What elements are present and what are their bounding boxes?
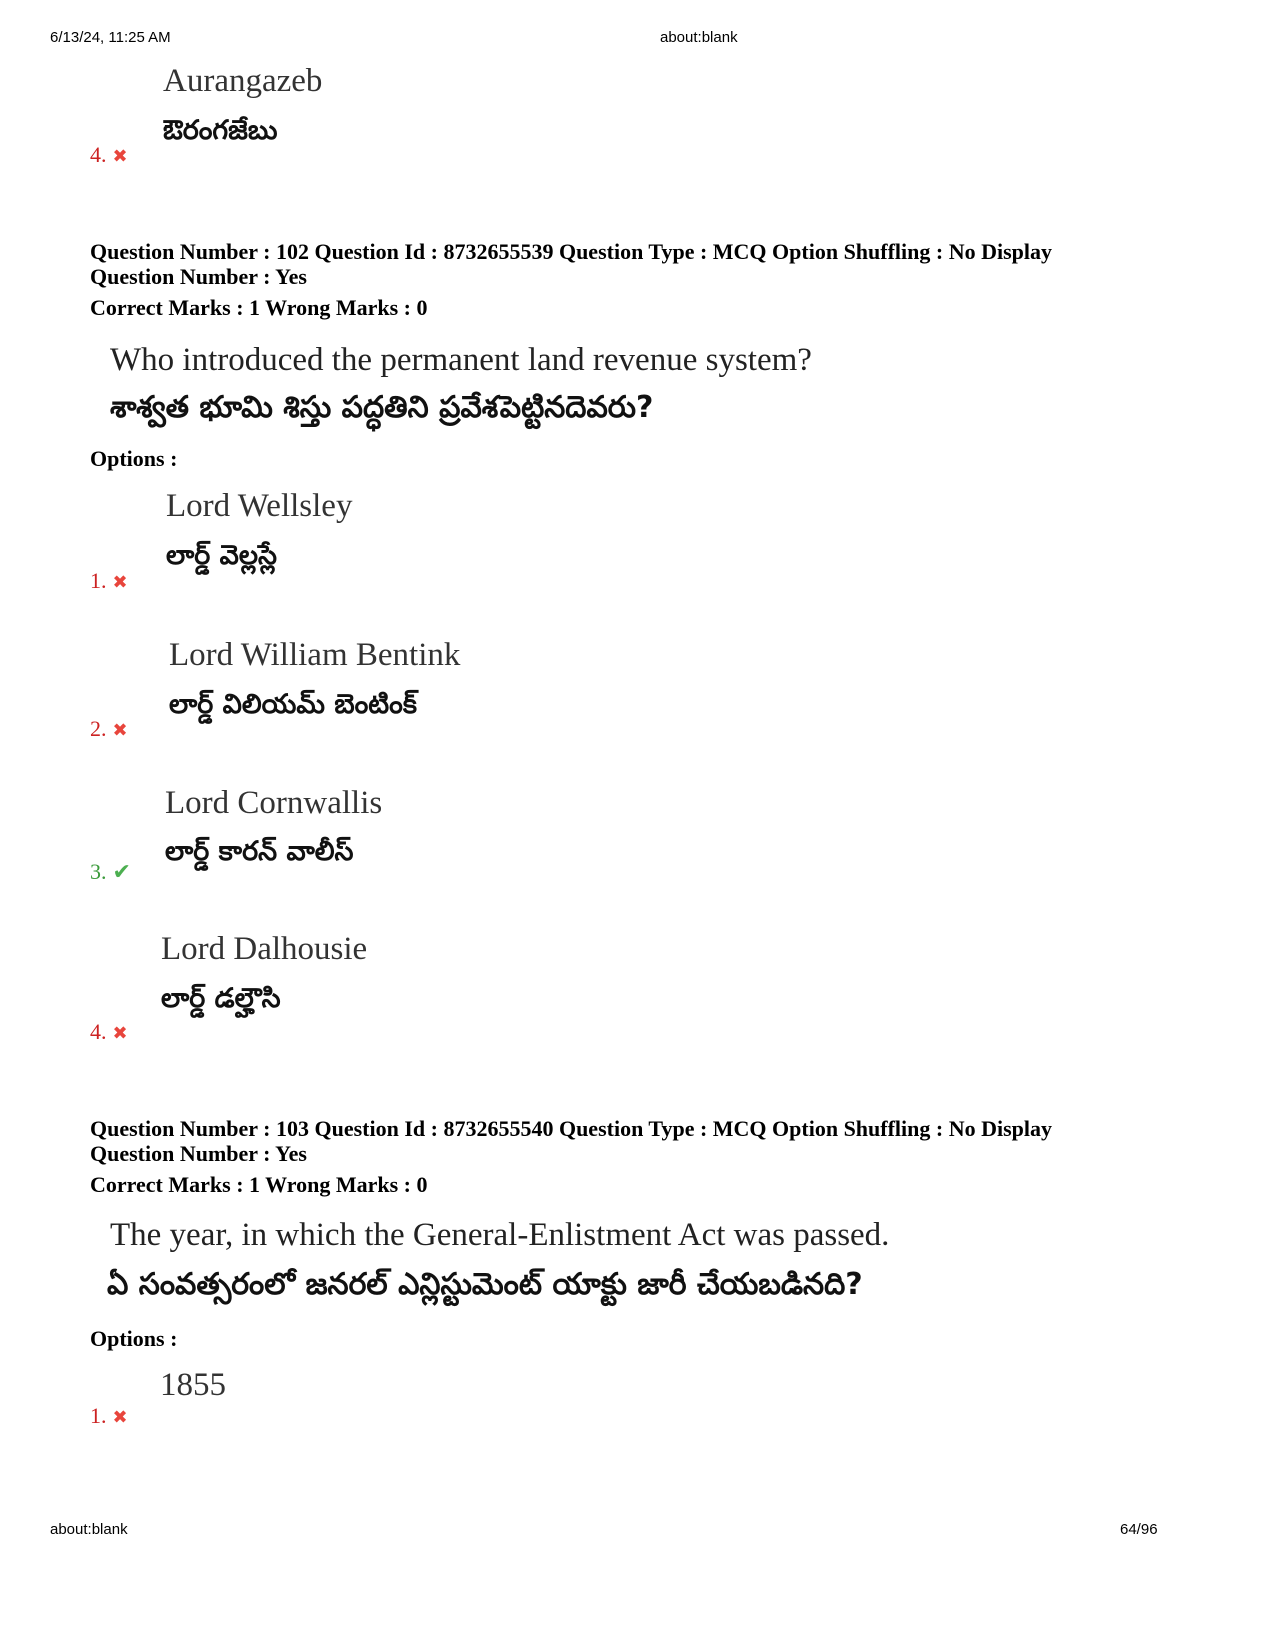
- q102-option-3-number: 3. ✔: [90, 859, 131, 885]
- q102-option-4-te: లార్డ్ డల్హౌసి: [161, 983, 281, 1014]
- q102-option-4-number: 4. ✖: [90, 1019, 128, 1044]
- wrong-icon: ✖: [112, 146, 128, 167]
- q102-question-en: Who introduced the permanent land revenue system?: [110, 342, 812, 378]
- q103-question-te: ఏ సంవత్సరంలో జనరల్ ఎన్లిస్టుమెంట్ యాక్టు జారీ చేయబడినది?: [107, 1267, 863, 1302]
- prev-option-te: ఔరంగజేబు: [163, 115, 278, 146]
- q102-option-2-number: 2. ✖: [90, 716, 128, 741]
- q103-question-en: The year, in which the General-Enlistment Act was passed.: [110, 1217, 890, 1253]
- q103-meta-line2: Question Number : Yes: [90, 1141, 307, 1166]
- prev-option-number: 4. ✖: [90, 142, 128, 167]
- q102-meta-line2: Question Number : Yes: [90, 264, 307, 289]
- q102-meta-line1: Question Number : 102 Question Id : 8732655539 Question Type : MCQ Option Shuffling : No Display: [90, 239, 1053, 264]
- q102-option-2-en: Lord William Bentink: [169, 637, 461, 673]
- q103-option-1-number: 1. ✖: [90, 1403, 128, 1428]
- q102-options-label: Options :: [90, 446, 178, 471]
- q103-marks: Correct Marks : 1 Wrong Marks : 0: [90, 1172, 428, 1197]
- q103-option-1-en: 1855: [160, 1367, 226, 1403]
- prev-option-en: Aurangazeb: [163, 63, 323, 99]
- q102-option-4-en: Lord Dalhousie: [161, 931, 368, 967]
- q102-option-1-te: లార్డ్ వెల్లస్లే: [166, 540, 277, 571]
- print-url: about:blank: [660, 29, 738, 46]
- q102-marks: Correct Marks : 1 Wrong Marks : 0: [90, 295, 428, 320]
- q102-option-1-number: 1. ✖: [90, 568, 128, 593]
- q102-option-2-te: లార్డ్ విలియమ్ బెంటింక్: [169, 689, 417, 720]
- wrong-icon: ✖: [112, 1023, 128, 1044]
- page-number: 64/96: [1120, 1521, 1158, 1538]
- q103-options-label: Options :: [90, 1326, 178, 1351]
- check-icon: ✔: [112, 860, 131, 885]
- q102-option-3-en: Lord Cornwallis: [165, 785, 383, 821]
- footer-url: about:blank: [50, 1521, 128, 1538]
- q102-question-te: శాశ్వత భూమి శిస్తు పద్ధతిని ప్రవేశపెట్టినదెవరు?: [110, 390, 654, 425]
- q102-option-3-te: లార్డ్ కారన్ వాలీస్: [165, 836, 354, 867]
- wrong-icon: ✖: [112, 720, 128, 741]
- q102-option-1-en: Lord Wellsley: [166, 488, 353, 524]
- print-datetime: 6/13/24, 11:25 AM: [50, 29, 171, 46]
- wrong-icon: ✖: [112, 572, 128, 593]
- wrong-icon: ✖: [112, 1407, 128, 1428]
- q103-meta-line1: Question Number : 103 Question Id : 8732655540 Question Type : MCQ Option Shuffling : No Display: [90, 1116, 1053, 1141]
